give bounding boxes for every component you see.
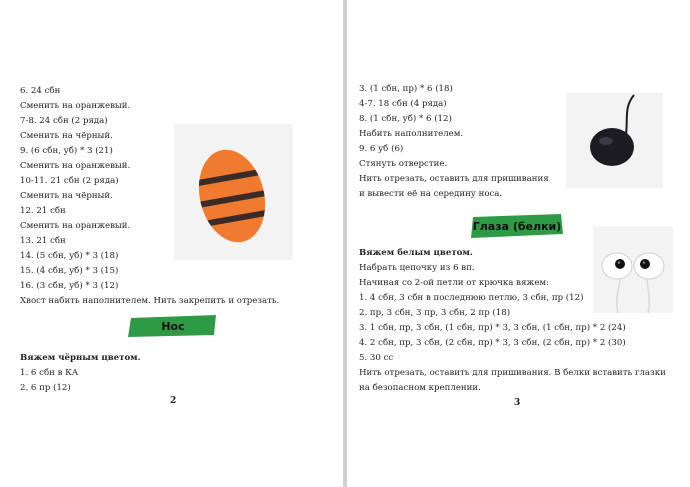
left-page	[0, 0, 343, 487]
text-line: 9. 6 уб (6)	[359, 144, 404, 154]
text-line: 1. 6 сбн в КА	[20, 368, 79, 378]
text-line: 1. 4 сбн, 3 сбн в последнюю петлю, 3 сбн, пр (12)	[359, 293, 584, 303]
text-line: Стянуть отверстие.	[359, 159, 448, 169]
banner-title: Глаза (белки)	[472, 219, 562, 233]
section-banner-eyes	[471, 214, 563, 238]
banner-title: Нос	[161, 319, 185, 333]
page-number: 2	[170, 396, 177, 406]
text-line: Начиная со 2-ой петли от крючка вяжем:	[359, 278, 549, 288]
text-line: Набить наполнителем.	[359, 129, 464, 139]
text-line: 10-11. 21 сбн (2 ряда)	[20, 176, 119, 186]
page-number: 3	[514, 398, 521, 408]
text-line: 8. (1 сбн, уб) * 6 (12)	[359, 114, 452, 124]
text-line: 12. 21 сбн	[20, 206, 66, 216]
text-line: 7-8. 24 сбн (2 ряда)	[20, 116, 108, 126]
text-line: Нить отрезать, оставить для пришивания	[359, 174, 549, 184]
instruction-heading: Вяжем белым цветом.	[359, 248, 473, 258]
text-line: 15. (4 сбн, уб) * 3 (15)	[20, 266, 119, 276]
text-line: Сменить на чёрный.	[20, 131, 113, 141]
text-line: 9. (6 сбн, уб) * 3 (21)	[20, 146, 113, 156]
text-line: 3. 1 сбн, пр, 3 сбн, (1 сбн, пр) * 3, 3 сбн, (1 сбн, пр) * 2 (24)	[359, 323, 626, 333]
text-line: Нить отрезать, оставить для пришивания. В белки вставить глазки	[359, 368, 666, 378]
text-line: 4. 2 сбн, пр, 3 сбн, (2 сбн, пр) * 3, 3 сбн, (2 сбн, пр) * 2 (30)	[359, 338, 626, 348]
text-line: Сменить на чёрный.	[20, 191, 113, 201]
text-line: на безопасном креплении.	[359, 383, 481, 393]
text-line: Сменить на оранжевый.	[20, 161, 131, 171]
nose-illustration	[566, 93, 663, 188]
text-line: Сменить на оранжевый.	[20, 221, 131, 231]
nose-photo	[566, 93, 663, 188]
text-line: 6. 24 сбн	[20, 86, 61, 96]
text-line: 2. 6 пр (12)	[20, 383, 71, 393]
eyes-photo	[593, 226, 673, 313]
text-line: Сменить на оранжевый.	[20, 101, 131, 111]
text-line: Хвост набить наполнителем. Нить закрепить и отрезать.	[20, 296, 280, 306]
text-line: 14. (5 сбн, уб) * 3 (18)	[20, 251, 119, 261]
text-line: 4-7. 18 сбн (4 ряда)	[359, 99, 447, 109]
text-line: и вывести её на середину носа.	[359, 189, 503, 199]
tail-photo	[174, 124, 293, 260]
text-line: 2. пр, 3 сбн, 3 пр, 3 сбн, 2 пр (18)	[359, 308, 511, 318]
eyes-illustration	[593, 226, 673, 313]
text-line: Набрать цепочку из 6 вп.	[359, 263, 475, 273]
text-line: 3. (1 сбн, пр) * 6 (18)	[359, 84, 453, 94]
tail-illustration	[174, 124, 293, 260]
instruction-heading: Вяжем чёрным цветом.	[20, 353, 141, 363]
text-line: 16. (3 сбн, уб) * 3 (12)	[20, 281, 119, 291]
section-banner-nose	[128, 314, 218, 338]
right-page	[347, 0, 690, 487]
text-line: 5. 30 сс	[359, 353, 394, 363]
text-line: 13. 21 сбн	[20, 236, 66, 246]
